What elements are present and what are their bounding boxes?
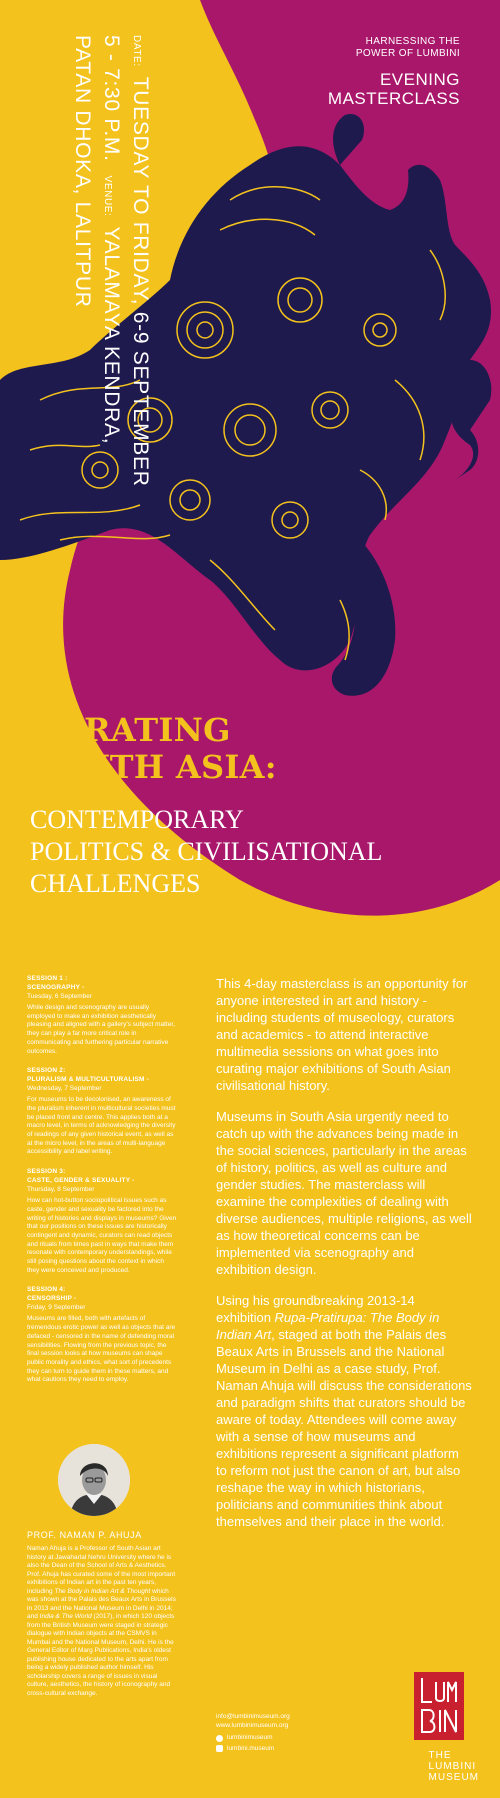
session-4-body: Museums are filled, both with artefacts of tremendous erotic power as well as objects that are defaced - censored in the name of defending moral sensibilities. Flowing from the previous topic, the final session looks at how museums can shape public morality and ethics, what sort of precedents they can turn to guide them in these matters, and what cautions they need to employ. [27,1315,176,1384]
session-3-number: SESSION 3: [27,1168,66,1176]
venue-tag: VENUE: [102,175,113,217]
session-2-date: Wednesday, 7 September [27,1085,102,1093]
date-value: TUESDAY TO FRIDAY, 6-9 SEPTEMBER [129,76,152,487]
case-study-exhibition: Rupa-Pratirupa: The Body in Indian Art [216,1310,440,1342]
logo-text-the: THE [428,1750,452,1761]
title-line2: SOUTH ASIA: [30,748,277,786]
header-title: EVENING MASTERCLASS [327,70,460,108]
website-link[interactable]: www.lumbinimuseum.org [216,1721,289,1729]
header-subtitle: HARNESSING THE POWER OF LUMBINI [355,36,460,59]
header [290,36,460,108]
session-1-topic: SCENOGRAPHY - [27,983,85,991]
lumbini-museum-logo [400,1672,485,1782]
facebook-icon [216,1735,223,1742]
logo-mark [414,1672,464,1740]
session-3 [27,1168,177,1275]
date-row [126,35,155,550]
logo-text [429,1750,479,1783]
portrait-photo [58,1444,130,1516]
intro-paragraph: This 4-day masterclass is an opportunity for anyone interested in art and history - including students of museology, curators and academics - to attend interactive multimedia sessions on what goes into curating major exhibitions of South Asian civilisational history. [216,976,468,1093]
bio-exhibition-1: The Body in Indian Art & Thought [54,1587,151,1595]
session-1 [27,975,177,1056]
session-1-number: SESSION 1 : [27,975,68,982]
bio-part-2: which was shown at the Palais des Beaux Arts in Brussels in 2013 and the National Museum in Delhi in 2014; and [27,1587,176,1620]
museums-paragraph: Museums in South Asia urgently need to catch up with the advances being made in the social sciences, particularly in the areas of history, politics, as well as culture and gender studies. The masterclass will examine the complexities of dealing with diverse audiences, multiple religions, as well as how theoretical concerns can be implemented via scenography and exhibition design. [216,1109,472,1277]
session-3-body: How can hot-button sociopolitical issues such as caste, gender and sexuality be factored into the writing of histories and displays in museums? Given that our positions on these issues are historically contingent and dynamic, curators can read objects and rituals from times past in ways that make them resonate with contemporary understandings, while still posing questions about the context in which they were conceived and produced. [27,1197,177,1274]
subtitle-line2: POLITICS & CIVILISATIONAL [30,837,383,866]
email-link[interactable]: info@lumbinimuseum.org [216,1713,290,1720]
venue-line1: YALAMAYA KENDRA, [100,226,123,445]
case-study-part-2: , staged at both the Palais des Beaux Arts in Brussels and the National Museum in Delhi as a case study, Prof. Naman Ahuja will discuss the considerations and paradigm shifts that curators should be aware of today. Attendees will come away with a sense of how museums and exhibitions represent a significant platform to reform not just the canon of art, but also reshape the way in which historians, politicians and communities think about themselves and their place in the world. [216,1327,472,1529]
instagram-icon [216,1745,223,1752]
session-2 [27,1067,177,1157]
session-3-date: Thursday, 8 September [27,1186,95,1194]
speaker-bio-text [27,1545,177,1698]
instagram-handle: lumbini.museum [227,1744,275,1752]
speaker-name: PROF. NAMAN P. AHUJA [27,1530,142,1540]
contacts [216,1713,366,1753]
session-2-topic: PLURALISM & MULTICULTURALISM - [27,1075,150,1083]
bio-exhibition-2: India & The World [39,1613,92,1620]
case-study-part-1: Using his groundbreaking 2013-14 exhibition [216,1293,415,1325]
bio-part-3: (2017), in which 120 objects from the British Museum were staged in strategic dialogue with Indian objects at the CSMVS in Mumbai and the National Museum, Delhi. He is the General Editor of Marg Publications, India's oldest publishing house dedicated to the arts apart from being a widely published author himself. His scholarship covers a range of issues in visual culture, aesthetics, the history of iconography and cross-cultural exchange. [27,1613,175,1697]
venue-row [68,35,97,550]
event-info [0,35,155,550]
date-tag: DATE: [131,35,142,67]
subtitle-line1: CONTEMPORARY [30,805,244,834]
avatar [58,1444,130,1516]
logo-text-lumbini: LUMBINI [428,1761,477,1772]
time-value: 5 - 7:30 P.M. [100,35,123,162]
logo-text-museum: MUSEUM [428,1772,479,1783]
main-column [216,975,472,1544]
session-3-topic: CASTE, GENDER & SEXUALITY - [27,1176,135,1184]
bio-part-1: Naman Ahuja is a Professor of South Asian art history at Jawaharlal Nehru University where he is also the Dean of the School of Arts & Aesthetics. Prof. Ahuja has curated some of the most important exhibitions of Indian art in the past ten years, including [27,1545,176,1595]
session-4 [27,1286,177,1385]
session-2-body: For museums to be decolonised, an awareness of the pluralism inherent in multicultural societies must be placed front and centre. This applies both at a macro level, in terms of acknowledging the diversity of readings of any given historical event, as well as at the micro level, in the areas of multi-language accessibility and label writing. [27,1096,176,1156]
speaker-bio [27,1530,177,1698]
instagram-row[interactable] [216,1745,366,1754]
sessions-column [27,975,177,1396]
session-1-date: Tuesday, 6 September [27,993,93,1000]
venue-line2: PATAN DHOKA, LALITPUR [71,35,94,308]
session-1-body: While design and scenography are usually employed to make an exhibition aesthetically pleasing and aligned with a gallery's subject matter, they can play a far more critical role in communicating and furthering particular narrative outcomes. [27,1004,175,1055]
session-4-topic: CENSORSHIP - [27,1294,77,1302]
facebook-row[interactable] [216,1734,366,1743]
title-line1: CURATING [30,711,231,749]
case-study-paragraph [216,1292,472,1530]
facebook-handle: lumbinimuseum [227,1734,273,1741]
session-4-date: Friday, 9 September [27,1304,86,1312]
subtitle-line3: CHALLENGES [30,869,201,898]
title-block [30,712,450,900]
time-venue-row [97,35,126,550]
session-4-number: SESSION 4: [27,1286,66,1294]
session-2-number: SESSION 2: [27,1067,66,1075]
